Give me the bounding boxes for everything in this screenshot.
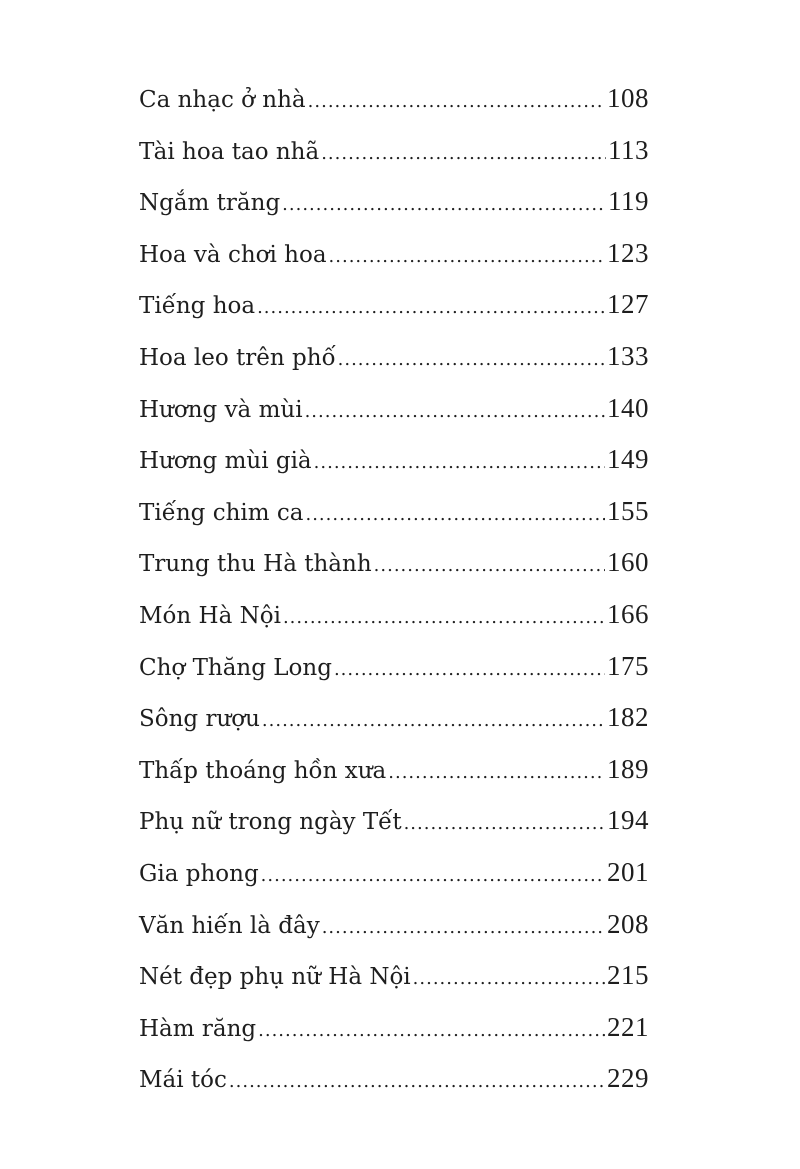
toc-entry-title: Mái tóc: [139, 1067, 227, 1094]
toc-entry: [139, 950, 649, 1002]
dot-leader: [322, 902, 605, 954]
toc-entry: [139, 744, 649, 796]
dot-leader: [334, 644, 605, 696]
toc-entry: [139, 1002, 649, 1054]
toc-entry: [139, 795, 649, 847]
dot-leader: [413, 953, 605, 1005]
toc-entry-title: Trung thu Hà thành: [139, 551, 372, 578]
dot-leader: [305, 489, 605, 541]
dot-leader: [261, 850, 605, 902]
toc-entry-page: 221: [607, 1011, 649, 1042]
toc-entry-title: Nét đẹp phụ nữ Hà Nội: [139, 964, 411, 991]
toc-entry-title: Hoa và chơi hoa: [139, 241, 327, 268]
toc-entry-page: 140: [607, 392, 649, 423]
toc-entry-title: Phụ nữ trong ngày Tết: [139, 809, 402, 836]
toc-entry-title: Ca nhạc ở nhà: [139, 87, 306, 113]
toc-entry-title: Chợ Thăng Long: [139, 654, 332, 681]
toc-entry: [139, 537, 649, 589]
dot-leader: [257, 282, 605, 334]
toc-entry-page: 201: [607, 856, 649, 887]
toc-entry: [139, 589, 649, 641]
dot-leader: [338, 334, 605, 386]
toc-entry-title: Hương và mùi: [139, 396, 303, 423]
dot-leader: [308, 76, 605, 128]
toc-entry-title: Hoa leo trên phố: [139, 344, 336, 371]
toc-entry-title: Hàm răng: [139, 1015, 257, 1042]
dot-leader: [305, 386, 605, 438]
toc-entry: [139, 383, 649, 435]
dot-leader: [329, 231, 605, 283]
toc-entry-page: 119: [608, 186, 649, 217]
toc-entry: [139, 1053, 649, 1105]
toc-entry: [139, 125, 649, 177]
dot-leader: [321, 128, 606, 180]
toc-entry-page: 208: [607, 908, 649, 939]
dot-leader: [229, 1056, 605, 1108]
toc-entry-title: Sông rượu: [139, 706, 260, 733]
toc-entry-title: Tiếng chim ca: [139, 499, 304, 526]
toc-entry-page: 175: [607, 650, 649, 681]
toc-entry-page: 123: [607, 237, 649, 268]
toc-entry-page: 182: [607, 702, 649, 733]
toc-entry-page: 108: [607, 83, 649, 113]
toc-entry-title: Ngắm trăng: [139, 190, 281, 217]
toc-entry: [139, 692, 649, 744]
toc-entry: [139, 434, 649, 486]
dot-leader: [282, 179, 606, 231]
toc-entry-page: 166: [607, 598, 649, 629]
toc-entry: [139, 279, 649, 331]
toc-entry: [139, 73, 649, 125]
toc-entry: [139, 847, 649, 899]
toc-entry: [139, 331, 649, 383]
toc-entry-title: Gia phong: [139, 860, 259, 887]
toc-entry: [139, 176, 649, 228]
toc-entry-title: Hương mùi già: [139, 448, 312, 475]
dot-leader: [314, 437, 605, 489]
toc-entry: [139, 486, 649, 538]
toc-entry-page: 149: [607, 444, 649, 475]
toc-entry-page: 215: [607, 960, 649, 991]
table-of-contents: [139, 73, 649, 1105]
dot-leader: [388, 747, 605, 799]
toc-entry-page: 160: [607, 547, 649, 578]
toc-entry-page: 113: [608, 134, 649, 165]
toc-entry-page: 189: [607, 753, 649, 784]
toc-entry-page: 229: [607, 1063, 649, 1094]
toc-entry: [139, 228, 649, 280]
dot-leader: [404, 798, 605, 850]
toc-entry-page: 194: [607, 805, 649, 836]
dot-leader: [258, 1005, 605, 1057]
dot-leader: [262, 695, 605, 747]
toc-entry-page: 127: [607, 289, 649, 320]
dot-leader: [283, 592, 605, 644]
toc-entry-title: Thấp thoáng hồn xưa: [139, 757, 387, 784]
toc-entry-title: Tài hoa tao nhã: [139, 138, 320, 165]
toc-entry-title: Văn hiến là đây: [139, 912, 320, 939]
toc-entry-page: 133: [607, 340, 649, 371]
toc-entry-page: 155: [607, 495, 649, 526]
dot-leader: [374, 540, 605, 592]
toc-entry-title: Món Hà Nội: [139, 602, 281, 629]
toc-entry-title: Tiếng hoa: [139, 293, 256, 320]
toc-entry: [139, 899, 649, 951]
toc-entry: [139, 641, 649, 693]
